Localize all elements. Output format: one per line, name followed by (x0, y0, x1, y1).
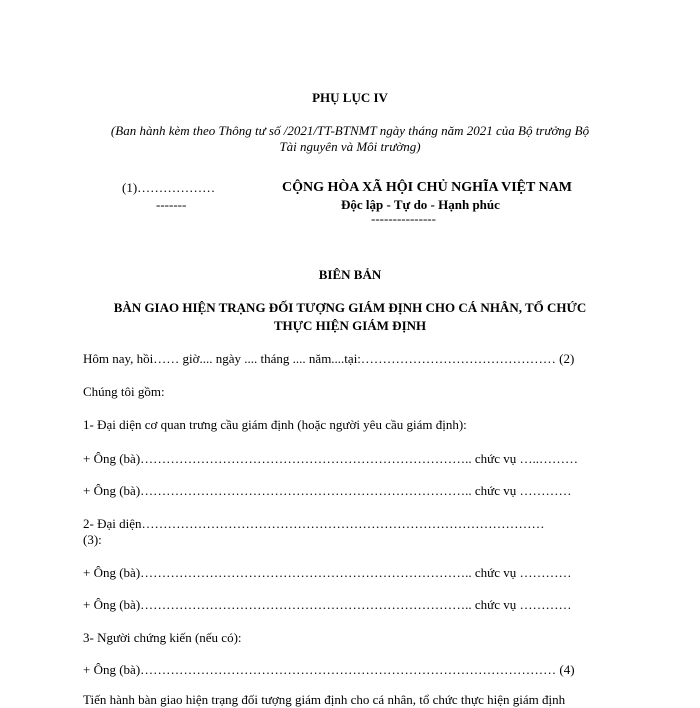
country-name: CỘNG HÒA XÃ HỘI CHỦ NGHĨA VIỆT NAM (282, 180, 573, 195)
subject-line2: THỰC HIỆN GIÁM ĐỊNH (273, 318, 427, 333)
doc-type-title: BIÊN BẢN (318, 267, 382, 282)
section3-heading: 3- Người chứng kiến (nếu có): (83, 630, 242, 645)
section2-person2: + Ông (bà)………………………………………………………………….. chức vụ ………… (83, 597, 572, 612)
issuance-note-line1: (Ban hành kèm theo Thông tư số /2021/TT-BTNMT ngày tháng năm 2021 của Bộ trưởng Bộ (110, 123, 590, 138)
subject-line1: BÀN GIAO HIỆN TRẠNG ĐỐI TƯỢNG GIÁM ĐỊNH CHO CÁ NHÂN, TỔ CHỨC (113, 300, 587, 315)
participants-intro: Chúng tôi gồm: (83, 384, 165, 399)
left-header-dashes: ------- (156, 197, 187, 212)
right-header-dashes: --------------- (371, 211, 436, 226)
motto: Độc lập - Tự do - Hạnh phúc (341, 197, 500, 212)
section2-person1: + Ông (bà)………………………………………………………………….. chức vụ ………… (83, 565, 572, 580)
date-location-line: Hôm nay, hồi…… giờ.... ngày .... tháng .... năm....tại:……………………………………… (2) (83, 351, 575, 366)
section2-heading: 2- Đại diện………………………………………………………………………………… (83, 516, 545, 531)
issuance-note-line2: Tài nguyên và Môi trường) (279, 139, 421, 154)
cutoff-paragraph: Tiến hành bàn giao hiện trạng đối tượng giám định cho cá nhân, tổ chức thực hiện giám định (83, 692, 566, 707)
org-label: (1)……………… (122, 180, 216, 195)
section2-continuation: (3): (83, 532, 102, 547)
section1-heading: 1- Đại diện cơ quan trưng cầu giám định (hoặc người yêu cầu giám định): (83, 417, 467, 432)
section1-person2: + Ông (bà)………………………………………………………………….. chức vụ ………… (83, 483, 572, 498)
section1-person1: + Ông (bà)………………………………………………………………….. chức vụ …..……… (83, 451, 578, 466)
section3-person1: + Ông (bà)…………………………………………………………………………………… (4) (83, 662, 575, 677)
annex-title: PHỤ LỤC IV (312, 90, 388, 105)
